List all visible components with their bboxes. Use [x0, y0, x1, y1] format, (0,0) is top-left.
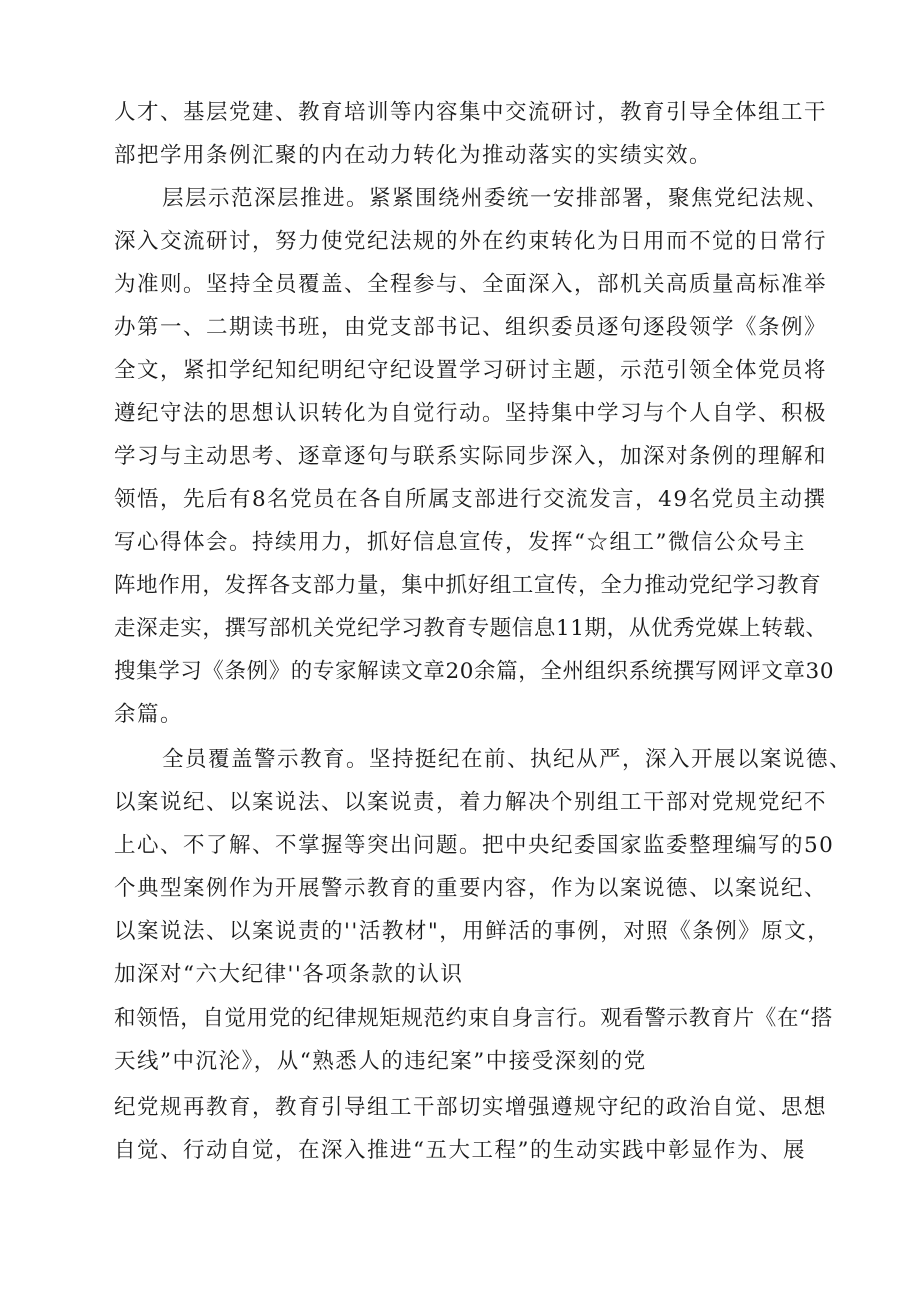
text-line: 领悟，先后有8名党员在各自所属支部进行交流发言，49名党员主动撰 — [114, 487, 827, 512]
text-line: 走深走实，撰写部机关党纪学习教育专题信息11期，从优秀党媒上转载、 — [114, 616, 828, 641]
text-line: 余篇。 — [114, 702, 184, 727]
text-line: 学习与主动思考、逐章逐句与联系实际同步深入，加深对条例的理解和 — [114, 444, 828, 469]
text-line: 纪党规再教育，教育引导组工干部切实增强遵规守纪的政治自觉、思想 — [114, 1095, 828, 1120]
text-line: 以案说纪、以案说法、以案说责，着力解决个别组工干部对党规党纪不 — [114, 790, 828, 815]
paragraph-heading-line: 层层示范深层推进。紧紧围绕州委统一安排部署，聚焦党纪法规、 — [162, 186, 830, 211]
text-line: 办第一、二期读书班，由党支部书记、组织委员逐句逐段领学《条例》 — [114, 315, 828, 340]
text-line: 和领悟，自觉用党的纪律规矩规范约束自身言行。观看警示教育片《在“搭 — [114, 1006, 833, 1031]
text-line: 天线”中沉沦》，从“熟悉人的违纪案”中接受深刻的党 — [114, 1049, 647, 1074]
text-line: 以案说法、以案说责的''活教材"，用鲜活的事例，对照《条例》原文， — [114, 919, 831, 944]
text-line: 搜集学习《条例》的专家解读文章20余篇，全州组织系统撰写网评文章30 — [114, 659, 835, 684]
text-line: 上心、不了解、不掌握等突出问题。把中央纪委国家监委整理编写的50 — [114, 833, 835, 858]
text-line: 阵地作用，发挥各支部力量，集中抓好组工宣传，全力推动党纪学习教育 — [114, 573, 822, 598]
text-line: 全文，紧扣学纪知纪明纪守纪设置学习研讨主题，示范引领全体党员将 — [114, 358, 828, 383]
text-line: 加深对“六大纪律''各项条款的认识 — [114, 962, 464, 987]
text-line: 人才、基层党建、教育培训等内容集中交流研讨，教育引导全体组工干 — [114, 100, 828, 125]
text-line: 自觉、行动自觉，在深入推进“五大工程”的生动实践中彰显作为、展 — [114, 1138, 806, 1163]
text-line: 遵纪守法的思想认识转化为自觉行动。坚持集中学习与个人自学、积极 — [114, 401, 828, 426]
text-line: 个典型案例作为开展警示教育的重要内容，作为以案说德、以案说纪、 — [114, 876, 828, 901]
paragraph-heading-line: 全员覆盖警示教育。坚持挺纪在前、执纪从严，深入开展以案说德、 — [162, 747, 853, 772]
text-line: 为准则。坚持全员覆盖、全程参与、全面深入，部机关高质量高标准举 — [114, 272, 828, 297]
text-line: 写心得体会。持续用力，抓好信息宣传，发挥“☆组工”微信公众号主 — [114, 530, 806, 555]
text-line: 部把学用条例汇聚的内在动力转化为推动落实的实绩实效。 — [114, 143, 713, 168]
text-line: 深入交流研讨，努力使党纪法规的外在约束转化为日用而不觉的日常行 — [114, 229, 828, 254]
